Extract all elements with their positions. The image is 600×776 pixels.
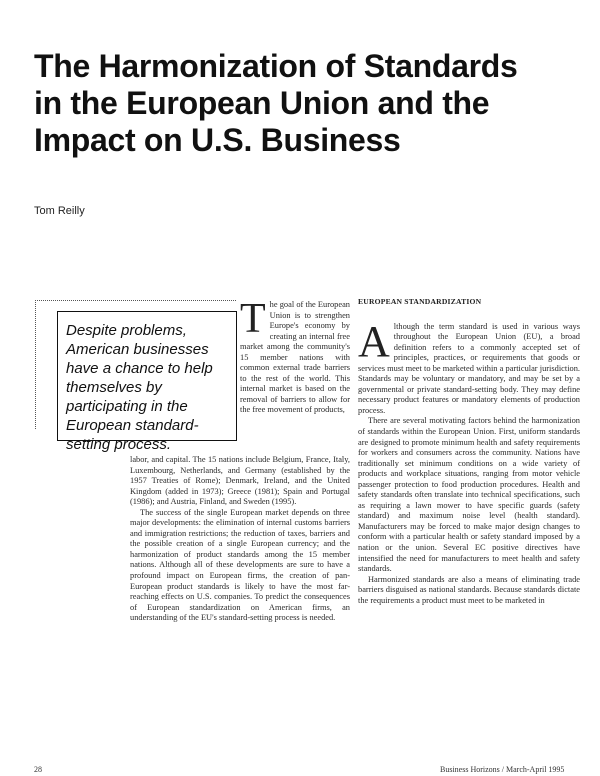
paragraph — [358, 316, 580, 417]
paragraph: Harmonized standards are also a means of eliminating trade barriers disguised as national standards. Because standards dictate the requirements a product must meet to be marketed in — [358, 574, 580, 605]
paragraph: There are several motivating factors behind the harmonization of standards within the European Union. First, uniform standards are designed to promote minimum health and safety requirements for workers and consumers across the community. Nations have traditionally set minimum conditions on a wide variety of products and workplace situations, ranging from motor vehicle passenger protection to food production procedures. Health and safety standards often translate into technical specifications, such as requiring a lawn mower to have specific guards (safety standard) and maximum noise level (health standard). Manufacturers may be forced to make major design changes to conform with a particular health or safety standard imposed by a nation or the union. Several EC positive directives have intensified the need for manufacturers to meet health and safety standards. — [358, 416, 580, 574]
pull-quote-text: Despite problems, American businesses have a chance to help themselves by participating in the European standard-setting process. — [66, 322, 213, 453]
drop-cap: A — [358, 316, 390, 366]
title-line: in the European Union and the — [34, 85, 490, 121]
drop-cap: T — [240, 296, 266, 342]
page-number: 28 — [34, 765, 42, 774]
paragraph: The success of the single European market depends on three major developments: the elimination of internal customs barriers and immigration restrictions; the reduction of taxes, barriers and the possible creation of a single European currency; and the harmonization of product standards among the 15 member nations. Although all of these developments are sure to have a profound impact on European firms, the creation of pan-European product standards is likely to have the most far-reaching effects on U.S. companies. To predict the consequences of European standardization on American firms, an understanding of the EU's standard-setting process is needed. — [130, 507, 350, 623]
article-title — [34, 48, 594, 159]
author-name: Tom Reilly — [34, 205, 85, 217]
opening-text: he goal of the European Union is to strengthen Europe's economy by creating an internal free market among the community's 15 member nations with common external trade barriers to the rest of the world. This internal market is based on the removal of barriers to allow for the free movement of products, — [240, 300, 350, 415]
pull-quote-box — [57, 311, 237, 453]
left-column-opening — [240, 296, 350, 416]
title-line: Impact on U.S. Business — [34, 122, 401, 158]
journal-footer: Business Horizons / March-April 1995 — [440, 765, 565, 774]
title-line: The Harmonization of Standards — [34, 48, 518, 84]
paragraph: labor, and capital. The 15 nations include Belgium, France, Italy, Luxembourg, Netherlands, and Germany (established by the 1957 Treaties of Rome); Denmark, Ireland, and the United Kingdom (added in 1973); Greece (1981); Spain and Portugal (1986); and Austria, Finland, and Sweden (1995). — [130, 455, 350, 507]
section-heading: EUROPEAN STANDARDIZATION — [358, 297, 482, 306]
left-column-body — [130, 455, 350, 624]
paragraph-text: lthough the term standard is used in various ways throughout the European Union (EU), a broad definition refers to a commonly accepted set of principles, practices, or requirements that goods or services must meet to be marketed within a particular jurisdiction. Standards may be voluntary or mandatory, and may be set by a governmental or private standard-setting body. They may define necessary product features or mandatory elements of production process. — [358, 321, 580, 415]
right-column — [358, 297, 580, 606]
